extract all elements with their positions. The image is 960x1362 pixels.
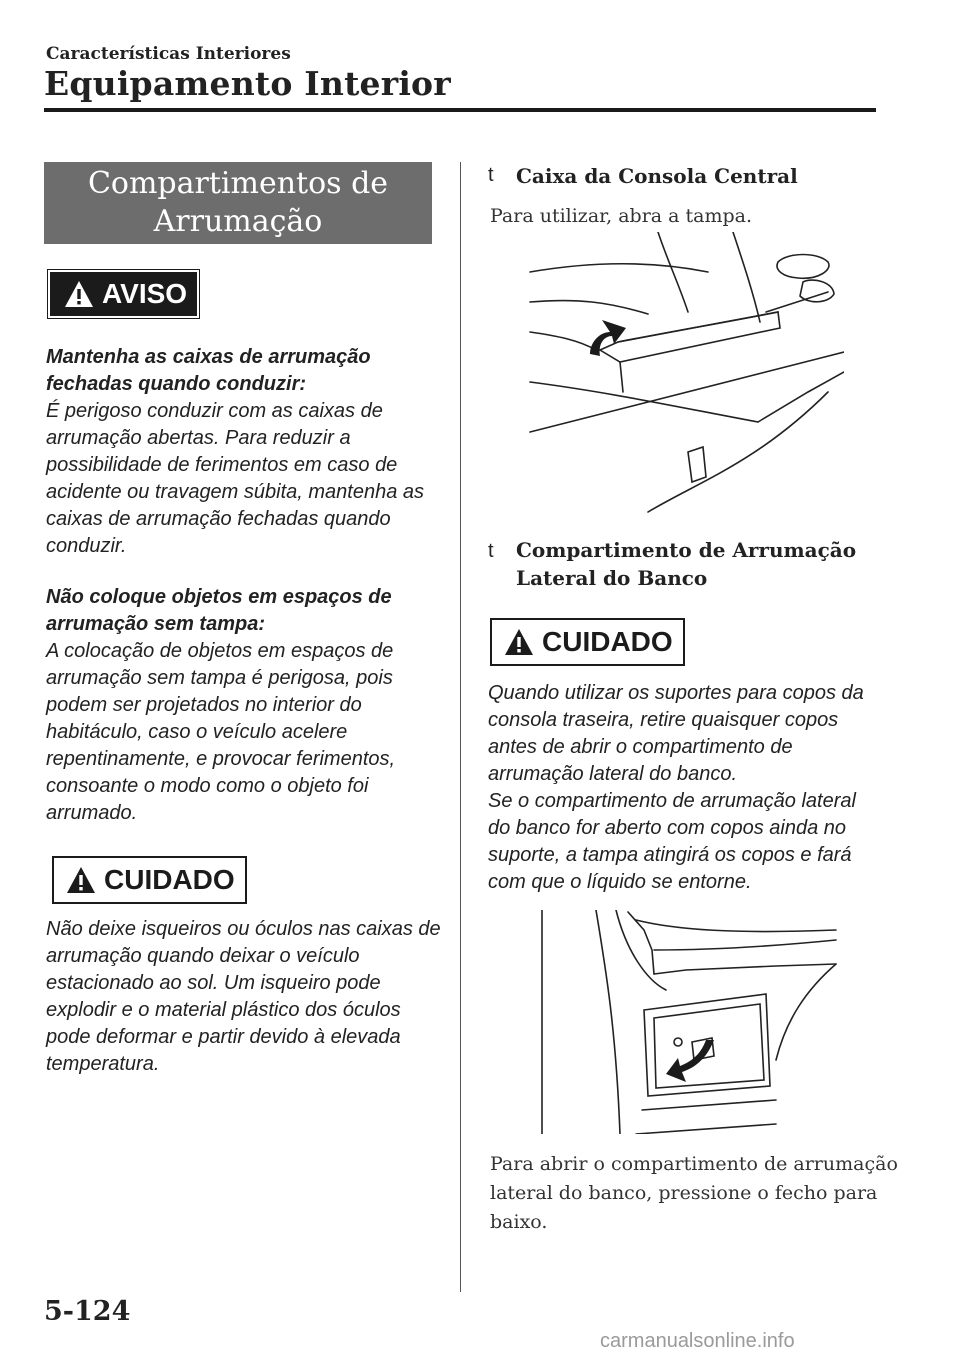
page-number: 5-124 [44, 1296, 131, 1327]
header-section-label: Características Interiores [46, 44, 291, 64]
aviso-block1-line: acidente ou travagem súbita, mantenha as [46, 481, 425, 503]
aviso-block1-line: possibilidade de ferimentos em caso de [46, 454, 398, 476]
section-title-box [44, 162, 432, 244]
cuidado-left-line: Não deixe isqueiros ou óculos nas caixas de [46, 918, 441, 940]
cuidado-left-line: estacionado ao sol. Um isqueiro pode [46, 972, 381, 994]
aviso-badge [48, 270, 199, 318]
aviso-block2-heading-2: arrumação sem tampa: [46, 613, 265, 635]
section-title-line2: Arrumação [153, 204, 323, 239]
page-title: Equipamento Interior [44, 64, 451, 103]
side-storage-title-line2: Lateral do Banco [516, 566, 708, 590]
cuidado-left-line: pode deformar e partir devido à elevada [46, 1026, 401, 1048]
cuidado-left-line: arrumação quando deixar o veículo [46, 945, 360, 967]
aviso-block1-heading-1: Mantenha as caixas de arrumação [46, 346, 371, 368]
aviso-block-2 [46, 584, 446, 827]
section-title-line1: Compartimentos de [87, 166, 389, 201]
console-box-text: Para utilizar, abra a tampa. [490, 205, 753, 227]
cuidado-left-line: temperatura. [46, 1053, 160, 1075]
warning-icon [64, 280, 94, 308]
cuidado-right-line: antes de abrir o compartimento de [488, 736, 793, 758]
console-box-illustration [528, 232, 844, 514]
aviso-block2-line: consoante o modo como o objeto foi [46, 775, 369, 797]
column-divider [460, 162, 461, 1292]
bullet-marker: t [488, 164, 494, 186]
watermark: carmanualsonline.info [600, 1330, 795, 1352]
cuidado-right-line: do banco for aberto com copos ainda no [488, 817, 847, 839]
aviso-block1-line: É perigoso conduzir com as caixas de [46, 400, 383, 422]
side-storage-illustration [536, 910, 840, 1134]
cuidado-right-text [488, 680, 908, 896]
console-box-title: Caixa da Consola Central [516, 164, 798, 188]
cuidado-label-right: CUIDADO [542, 626, 673, 657]
side-storage-text-line: lateral do banco, pressione o fecho para [490, 1182, 878, 1204]
aviso-block2-line: repentinamente, e provocar ferimentos, [46, 748, 396, 770]
aviso-block1-line: arrumação abertas. Para reduzir a [46, 427, 351, 449]
cuidado-right-line: com que o líquido se entorne. [488, 871, 752, 893]
aviso-block2-line: arrumado. [46, 802, 138, 824]
cuidado-badge-right [490, 618, 685, 666]
side-storage-text-line: baixo. [490, 1211, 548, 1233]
bullet-marker: t [488, 540, 494, 562]
aviso-block2-line: arrumação sem tampa é perigosa, pois [46, 667, 393, 689]
aviso-block2-heading-1: Não coloque objetos em espaços de [46, 586, 392, 608]
aviso-block2-line: podem ser projetados no interior do [46, 694, 362, 716]
warning-icon [66, 866, 96, 894]
side-storage-text-line: Para abrir o compartimento de arrumação [490, 1153, 898, 1175]
cuidado-right-line: arrumação lateral do banco. [488, 763, 738, 785]
aviso-block-1 [46, 344, 446, 560]
side-storage-title [516, 536, 856, 592]
header-rule [44, 108, 876, 112]
warning-icon [504, 628, 534, 656]
cuidado-label-left: CUIDADO [104, 864, 235, 895]
cuidado-right-line: Se o compartimento de arrumação lateral [488, 790, 856, 812]
cuidado-left-line: explodir e o material plástico dos óculos [46, 999, 401, 1021]
aviso-block2-line: A colocação de objetos em espaços de [46, 640, 394, 662]
aviso-label: AVISO [102, 278, 188, 309]
side-storage-text [490, 1150, 910, 1237]
cuidado-right-line: suporte, a tampa atingirá os copos e fará [488, 844, 852, 866]
cuidado-badge-left [52, 856, 247, 904]
side-storage-title-line1: Compartimento de Arrumação [516, 538, 857, 562]
aviso-block1-line: conduzir. [46, 535, 127, 557]
cuidado-right-line: consola traseira, retire quaisquer copos [488, 709, 839, 731]
aviso-block2-line: habitáculo, caso o veículo acelere [46, 721, 348, 743]
cuidado-left-text [46, 916, 454, 1078]
cuidado-right-line: Quando utilizar os suportes para copos da [488, 682, 864, 704]
aviso-block1-line: caixas de arrumação fechadas quando [46, 508, 391, 530]
aviso-block1-heading-2: fechadas quando conduzir: [46, 373, 307, 395]
